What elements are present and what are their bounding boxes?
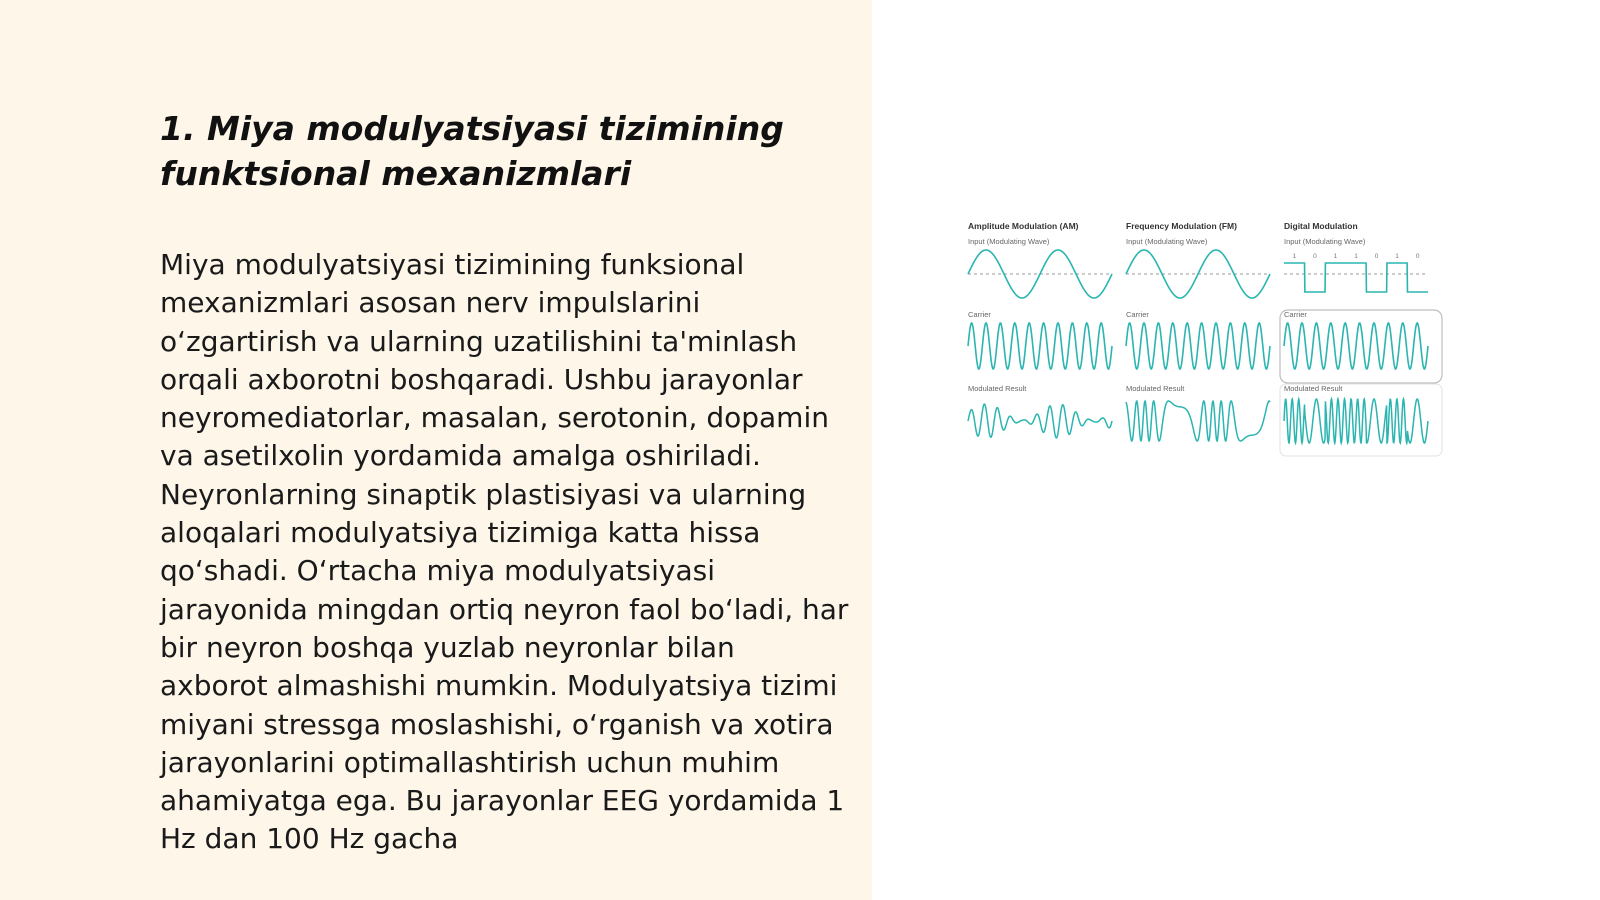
am-result-label: Modulated Result: [968, 384, 1027, 393]
digital-result-wave: [1284, 399, 1428, 443]
fm-carrier-label: Carrier: [1126, 310, 1149, 319]
digital-bit-label: 0: [1313, 253, 1317, 260]
digital-bit-label: 1: [1292, 253, 1297, 260]
digital-result-label: Modulated Result: [1284, 384, 1343, 393]
slide-title: 1. Miya modulyatsiyasi tizimining funktsional mexanizmlari: [160, 109, 784, 193]
slide-body-text: Miya modulyatsiyasi tizimining funksional mexanizmlari asosan nerv impulslarini o‘zgartirish va ularning uzatilishini ta'minlash orqali axborotni boshqaradi. Ushbu jarayonlar neyromediatorlar, masalan, serotonin, dopamin va asetilxolin yordamida amalga oshiriladi. Neyronlarning sinaptik plastisiyasi va ularning aloqalari modulyatsiya tizimiga katta hissa qo‘shadi. O‘rtacha miya modulyatsiyasi jarayonida mingdan ortiq neyron faol bo‘ladi, har bir neyron boshqa yuzlab neyronlar bilan axborot almashishi mumkin. Modulyatsiya tizimi miyani stressga moslashishi, o‘rganish va xotira jarayonlarini optimallashtirish uchun muhim ahamiyatga ega. Bu jarayonlar EEG yordamida 1 Hz dan 100 Hz gacha: [160, 248, 849, 856]
digital-bit-label: 1: [1333, 253, 1338, 260]
fm-title: Frequency Modulation (FM): [1126, 221, 1237, 231]
digital-carrier-wave: [1284, 323, 1428, 369]
modulation-figure: [960, 216, 1450, 458]
am-input-label: Input (Modulating Wave): [968, 237, 1050, 246]
fm-result-wave: [1126, 401, 1270, 441]
digital-title: Digital Modulation: [1284, 221, 1358, 231]
am-carrier-label: Carrier: [968, 310, 991, 319]
fm-input-label: Input (Modulating Wave): [1126, 237, 1208, 246]
digital-bit-labels: [1292, 253, 1419, 260]
digital-carrier-label: Carrier: [1284, 310, 1307, 319]
digital-carrier-highlight: [1280, 310, 1442, 383]
am-title: Amplitude Modulation (AM): [968, 221, 1079, 231]
modulation-diagram: [960, 216, 1450, 458]
fm-result-label: Modulated Result: [1126, 384, 1185, 393]
fm-carrier-wave: [1126, 323, 1270, 369]
am-carrier-wave: [968, 323, 1112, 369]
digital-bit-label: 0: [1374, 253, 1379, 260]
digital-input-wave: [1284, 263, 1428, 292]
digital-bit-label: 1: [1395, 253, 1399, 260]
digital-input-label: Input (Modulating Wave): [1284, 237, 1366, 246]
am-result-wave: [968, 404, 1112, 438]
digital-bit-label: 0: [1415, 253, 1420, 260]
digital-bit-label: 1: [1354, 253, 1358, 260]
